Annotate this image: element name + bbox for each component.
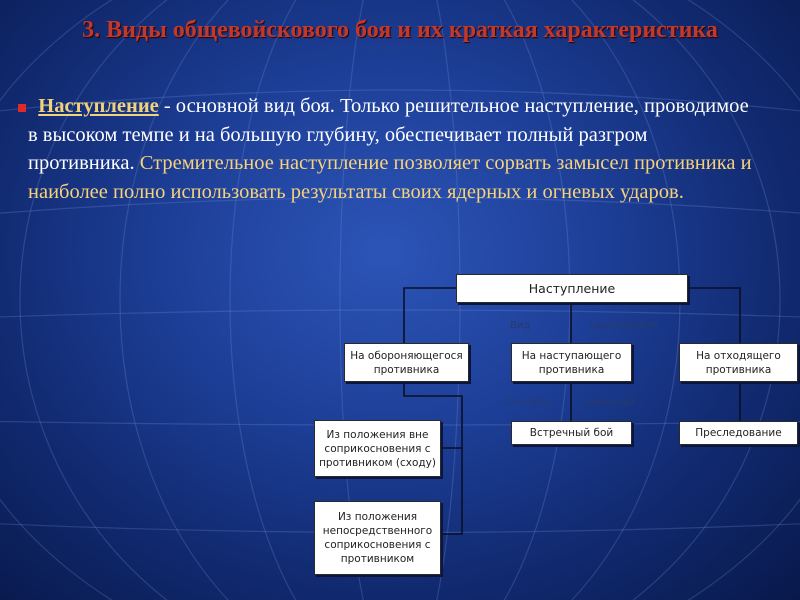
slide-title: 3. Виды общевойскового боя и их краткая характеристика [82, 17, 718, 43]
term-offensive: Наступление [38, 95, 159, 117]
faint-label: Вид [510, 320, 531, 331]
box-meeting-engagement: Встречный бой [511, 421, 632, 445]
box-advancing-enemy: На наступающего противника [511, 343, 632, 382]
box-defending-enemy: На обороняющегося противника [344, 343, 469, 382]
box-pursuit: Преследование [679, 421, 798, 445]
box-from-contact: Из положения непосредственного соприкосновения с противником [314, 501, 441, 575]
box-from-march: Из положения вне соприкосновения с противником (сходу) [314, 420, 441, 477]
paragraph-emphasis: Стремительное наступление позволяет сорвать замысел противника и наиболее полно использовать результаты своих ядерных и огневых ударов. [28, 152, 752, 203]
faint-label: Способы [505, 397, 551, 408]
paragraph-text: - основной вид боя. Только решительное наступление, проводимое в высоком темпе и на большую глубину, обеспечивает полный разгром противника. [28, 95, 749, 174]
faint-label: перехода [585, 397, 636, 408]
root-box-offensive: Наступление [456, 274, 688, 303]
box-retreating-enemy: На отходящего противника [679, 343, 798, 382]
faint-label: наступления [590, 320, 659, 331]
